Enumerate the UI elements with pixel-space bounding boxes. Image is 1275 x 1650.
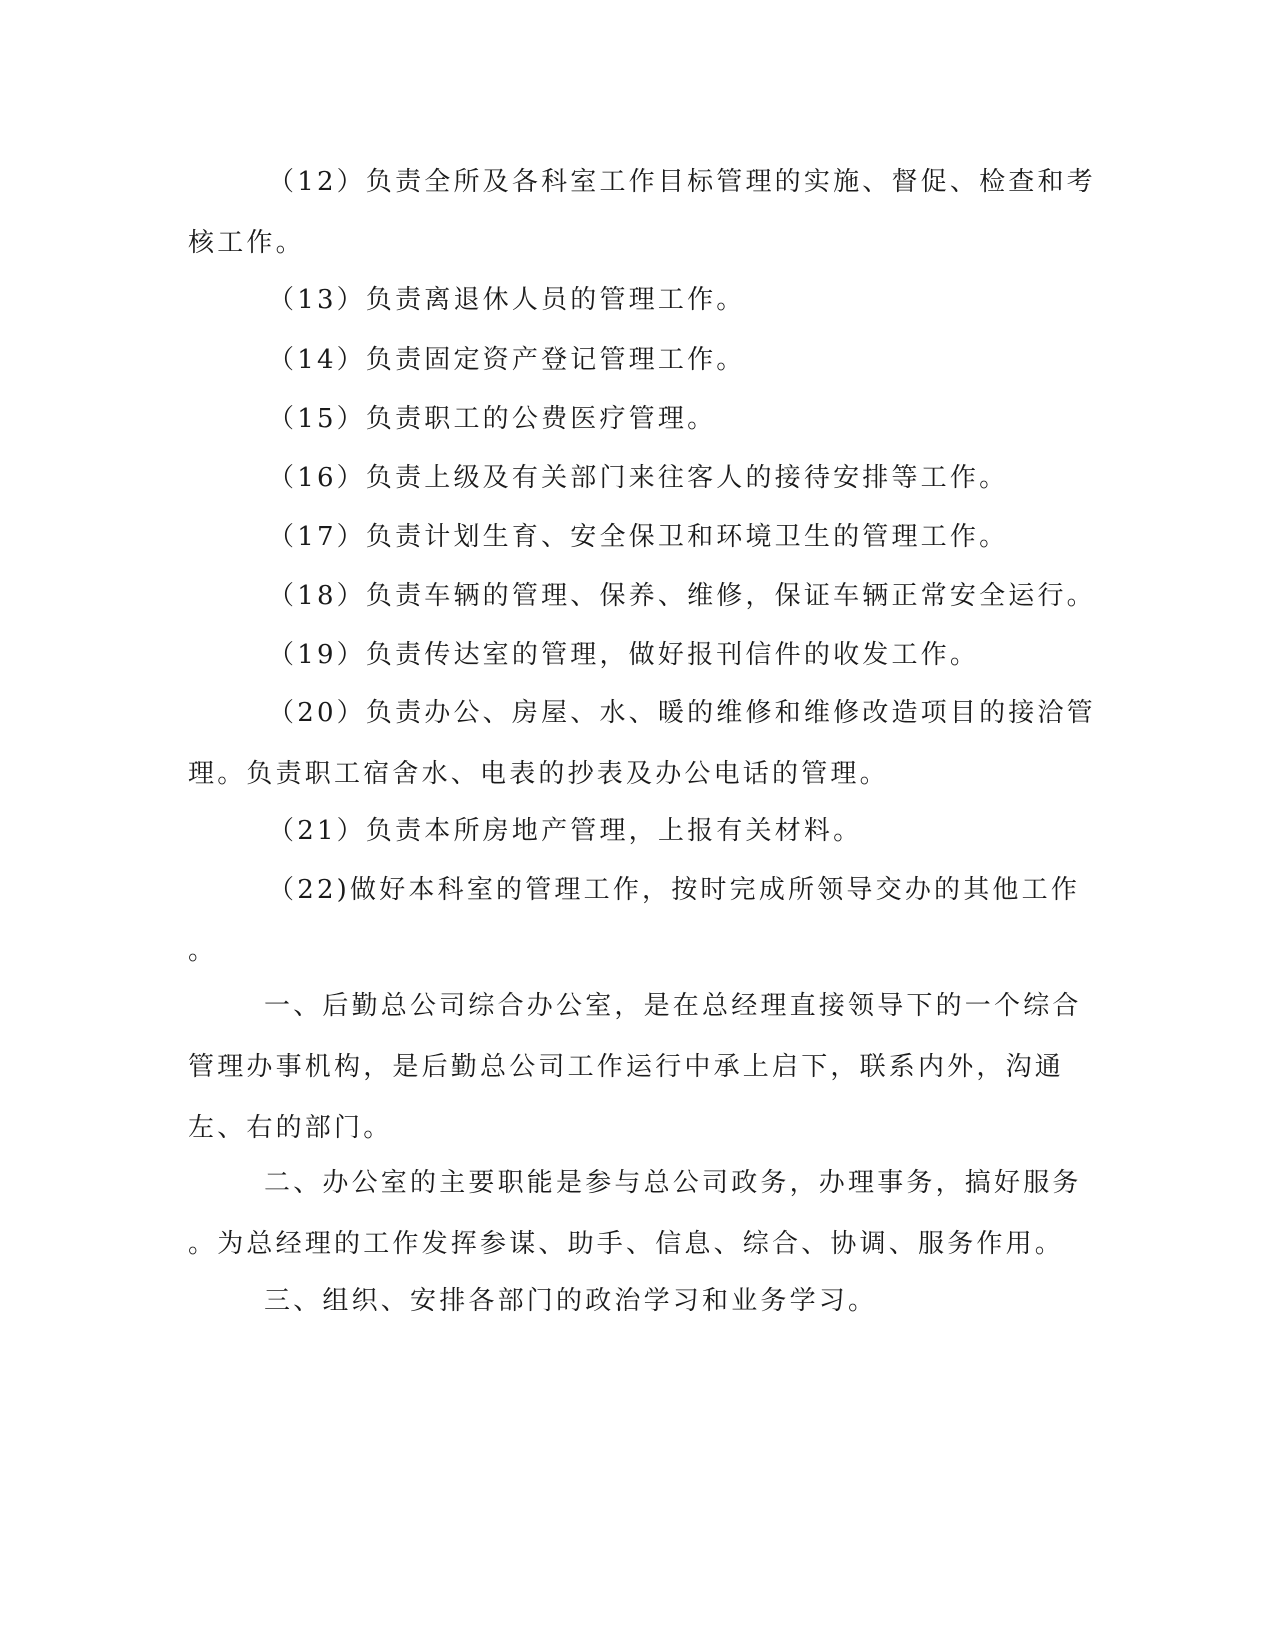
item-19	[188, 625, 1068, 686]
section-1	[188, 976, 1082, 1159]
item-22-line-2: 。	[188, 936, 218, 966]
section-1-line-1: 一、后勤总公司综合办公室，是在总经理直接领导下的一个综合	[264, 991, 1082, 1021]
item-20-line-1: （20）负责办公、房屋、水、暖的维修和维修改造项目的接洽管	[268, 698, 1096, 728]
item-15	[188, 389, 1068, 450]
item-21-line-1: （21）负责本所房地产管理，上报有关材料。	[268, 816, 863, 846]
section-1-line-2: 管理办事机构，是后勤总公司工作运行中承上启下，联系内外，沟通	[188, 1052, 1065, 1082]
item-12-line-2: 核工作。	[188, 228, 305, 258]
item-20-line-2: 理。负责职工宿舍水、电表的抄表及办公电话的管理。	[188, 759, 889, 789]
item-18-line-1: （18）负责车辆的管理、保养、维修，保证车辆正常安全运行。	[268, 581, 1096, 611]
item-22	[188, 860, 1081, 982]
item-12-line-1: （12）负责全所及各科室工作目标管理的实施、督促、检查和考	[268, 167, 1096, 197]
item-16-line-1: （16）负责上级及有关部门来往客人的接待安排等工作。	[268, 463, 1009, 493]
item-15-line-1: （15）负责职工的公费医疗管理。	[268, 404, 717, 434]
section-1-line-3: 左、右的部门。	[188, 1113, 393, 1143]
item-12	[188, 152, 1096, 274]
section-2-line-1: 二、办公室的主要职能是参与总公司政务，办理事务，搞好服务	[264, 1168, 1082, 1198]
item-14	[188, 330, 1068, 391]
item-21	[188, 801, 1068, 862]
item-17	[188, 507, 1068, 568]
item-13	[188, 270, 1068, 331]
item-14-line-1: （14）负责固定资产登记管理工作。	[268, 345, 746, 375]
section-3	[188, 1271, 1068, 1332]
item-18	[188, 566, 1096, 627]
item-20	[188, 683, 1096, 805]
item-22-line-1: （22)做好本科室的管理工作，按时完成所领导交办的其他工作	[268, 875, 1081, 905]
section-2-line-2: 。为总经理的工作发挥参谋、助手、信息、综合、协调、服务作用。	[188, 1229, 1065, 1259]
item-16	[188, 448, 1068, 509]
item-17-line-1: （17）负责计划生育、安全保卫和环境卫生的管理工作。	[268, 522, 1009, 552]
section-2	[188, 1153, 1082, 1275]
section-3-line-1: 三、组织、安排各部门的政治学习和业务学习。	[264, 1286, 878, 1316]
item-13-line-1: （13）负责离退休人员的管理工作。	[268, 285, 746, 315]
item-19-line-1: （19）负责传达室的管理，做好报刊信件的收发工作。	[268, 640, 980, 670]
